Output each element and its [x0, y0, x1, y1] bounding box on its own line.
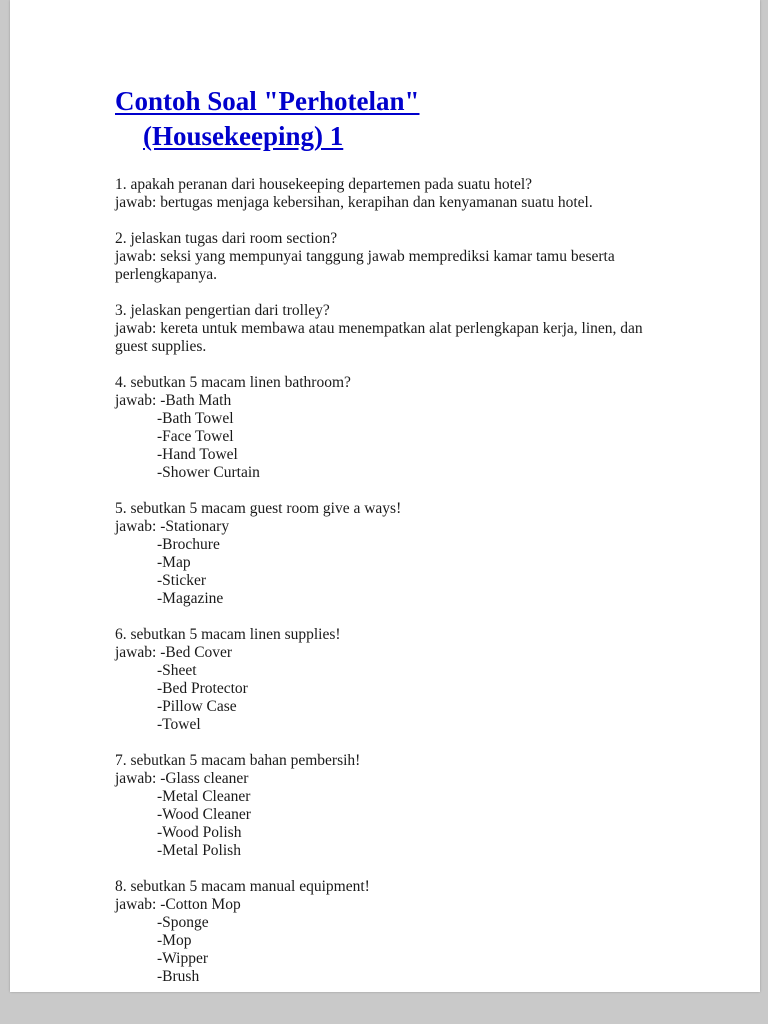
- answer-item: jawab: -Cotton Mop: [115, 896, 241, 913]
- answer-item: -Wipper: [157, 950, 209, 967]
- qa-block: [115, 626, 675, 734]
- answer-item: -Pillow Case: [157, 698, 237, 715]
- qa-block: [115, 302, 675, 356]
- answer-item: -Face Towel: [157, 428, 234, 445]
- answer-paragraph: jawab: seksi yang mempunyai tanggung jawab memprediksi kamar tamu beserta perlengkapanya.: [115, 248, 615, 283]
- answer-item: -Magazine: [157, 590, 224, 607]
- answer-item: -Metal Cleaner: [157, 788, 251, 805]
- answer-item: -Sticker: [157, 572, 207, 589]
- question-text: 2. jelaskan tugas dari room section?: [115, 230, 338, 247]
- answer-item: -Wood Cleaner: [157, 806, 251, 823]
- answer-item: -Wood Polish: [157, 824, 242, 841]
- answer-item: -Sponge: [157, 914, 209, 931]
- answer-text: [115, 896, 675, 986]
- question-text: 5. sebutkan 5 macam guest room give a ways!: [115, 500, 402, 517]
- answer-item: -Brush: [157, 968, 200, 985]
- qa-list: [115, 176, 675, 986]
- answer-text: [115, 518, 675, 608]
- answer-item: -Hand Towel: [157, 446, 238, 463]
- qa-block: [115, 176, 675, 212]
- answer-text: [115, 194, 675, 212]
- page-title: [115, 84, 675, 154]
- document-page: [10, 0, 760, 992]
- qa-block: [115, 230, 675, 284]
- answer-text: [115, 320, 675, 356]
- answer-item: -Shower Curtain: [157, 464, 260, 481]
- answer-item: -Metal Polish: [157, 842, 241, 859]
- answer-item: jawab: -Bed Cover: [115, 644, 233, 661]
- answer-item: -Brochure: [157, 536, 220, 553]
- question-text: 7. sebutkan 5 macam bahan pembersih!: [115, 752, 361, 769]
- answer-paragraph: jawab: kereta untuk membawa atau menempatkan alat perlengkapan kerja, linen, dan guest supplies.: [115, 320, 643, 355]
- question-text: 6. sebutkan 5 macam linen supplies!: [115, 626, 341, 643]
- answer-paragraph: jawab: bertugas menjaga kebersihan, kerapihan dan kenyamanan suatu hotel.: [115, 194, 593, 211]
- qa-block: [115, 878, 675, 986]
- answer-text: [115, 248, 675, 284]
- page-title-line1: Contoh Soal "Perhotelan": [115, 86, 420, 116]
- answer-item: jawab: -Stationary: [115, 518, 230, 535]
- answer-text: [115, 770, 675, 860]
- answer-item: jawab: -Bath Math: [115, 392, 232, 409]
- question-text: 3. jelaskan pengertian dari trolley?: [115, 302, 330, 319]
- answer-text: [115, 392, 675, 482]
- answer-item: -Map: [157, 554, 191, 571]
- answer-item: -Towel: [157, 716, 201, 733]
- answer-item: jawab: -Glass cleaner: [115, 770, 249, 787]
- answer-item: -Bath Towel: [157, 410, 234, 427]
- question-text: 8. sebutkan 5 macam manual equipment!: [115, 878, 370, 895]
- qa-block: [115, 752, 675, 860]
- question-text: 4. sebutkan 5 macam linen bathroom?: [115, 374, 351, 391]
- qa-block: [115, 374, 675, 482]
- document-content: [115, 84, 675, 1004]
- qa-block: [115, 500, 675, 608]
- answer-item: -Bed Protector: [157, 680, 248, 697]
- answer-item: -Mop: [157, 932, 192, 949]
- answer-item: -Sheet: [157, 662, 197, 679]
- page-title-line2: (Housekeeping) 1: [143, 121, 344, 151]
- answer-text: [115, 644, 675, 734]
- question-text: 1. apakah peranan dari housekeeping departemen pada suatu hotel?: [115, 176, 533, 193]
